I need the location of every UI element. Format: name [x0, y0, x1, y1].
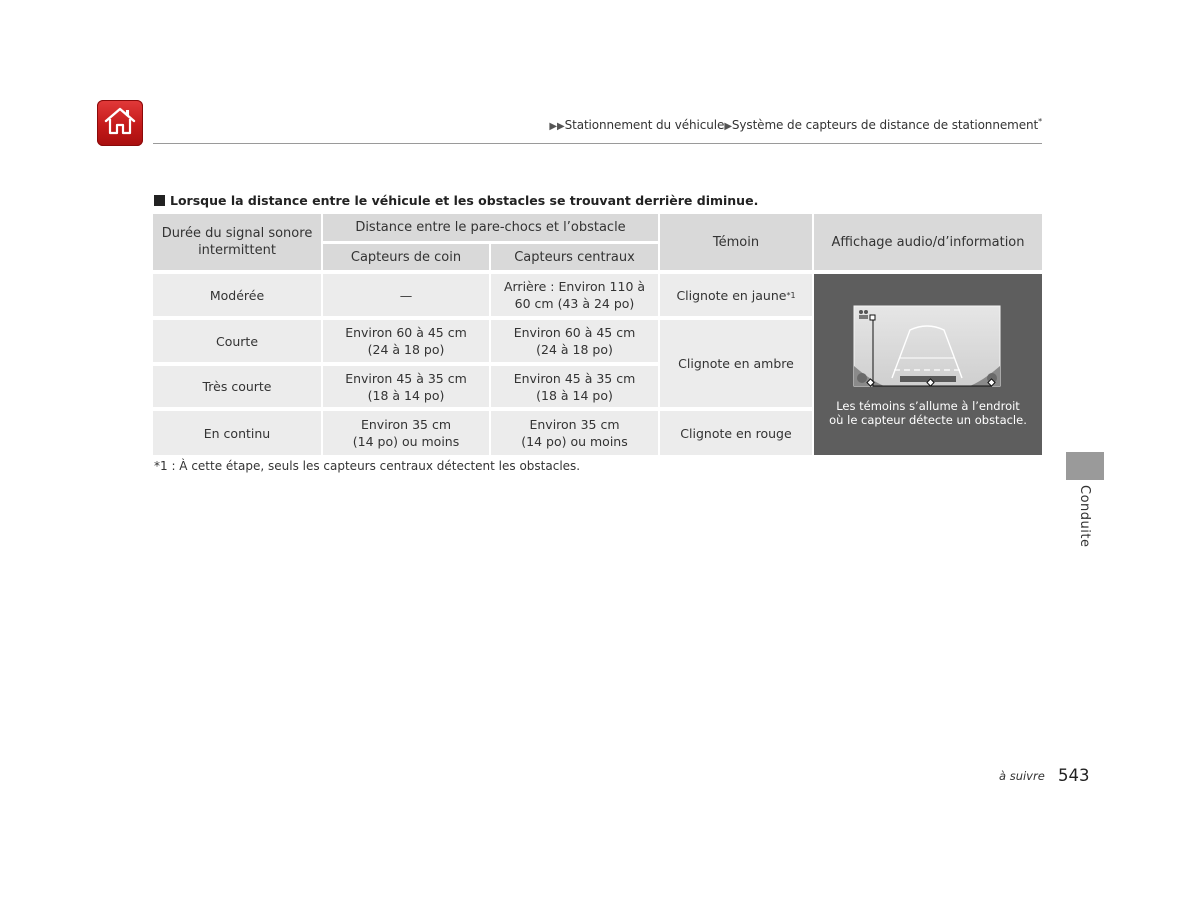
header-display: Affichage audio/d’information — [814, 214, 1042, 270]
display-caption-line1: Les témoins s’allume à l’endroit — [836, 399, 1020, 413]
section-title: Lorsque la distance entre le véhicule et les obstacles se trouvant derrière diminue. — [170, 193, 759, 208]
header-duration-line1: Durée du signal sonore — [161, 226, 313, 241]
row1-duration: Modérée — [153, 274, 321, 316]
rear-camera-screen-illustration — [814, 274, 1042, 399]
square-bullet-icon — [154, 195, 165, 206]
row3-corner-line2: (18 à 14 po) — [367, 387, 445, 403]
display-caption-line2: où le capteur détecte un obstacle. — [829, 413, 1027, 427]
row1-central-line1: Arrière : Environ 110 à — [503, 279, 646, 294]
chapter-tab[interactable] — [1066, 452, 1104, 480]
home-button[interactable] — [97, 100, 143, 146]
header-indicator: Témoin — [660, 214, 812, 270]
row3-central — [491, 366, 658, 407]
row3-duration: Très courte — [153, 366, 321, 407]
section-heading — [154, 193, 758, 208]
row2-central — [491, 320, 658, 362]
continued-label: à suivre — [999, 769, 1045, 783]
row2-central-line1: Environ 60 à 45 cm — [513, 325, 636, 340]
row2-central-line2: (24 à 18 po) — [536, 342, 613, 357]
footnote-ref: *1 — [786, 290, 796, 300]
header-duration — [153, 214, 321, 270]
row1-central — [491, 274, 658, 316]
header-divider — [153, 143, 1042, 144]
breadcrumb-item-parking[interactable]: Stationnement du véhicule — [564, 118, 725, 132]
row4-central-line2: (14 po) ou moins — [521, 434, 628, 449]
row4-indicator: Clignote en rouge — [660, 411, 812, 455]
row4-central — [491, 411, 658, 455]
header-central-sensors: Capteurs centraux — [491, 244, 658, 270]
row4-corner — [323, 411, 489, 455]
row3-corner — [323, 366, 489, 407]
page-number: 543 — [1058, 766, 1090, 785]
breadcrumb-item-sensor-system[interactable]: Système de capteurs de distance de stationnement — [731, 118, 1039, 132]
row3-corner-line1: Environ 45 à 35 cm — [345, 370, 467, 386]
triangle-icon: ▶ — [724, 121, 732, 132]
chapter-label: Conduite — [1077, 485, 1092, 548]
row1-central-line2: 60 cm (43 à 24 po) — [514, 296, 635, 311]
row2-corner — [323, 320, 489, 362]
row2-corner-line2: (24 à 18 po) — [367, 342, 445, 357]
indicator-amber: Clignote en ambre — [660, 320, 812, 407]
row4-duration: En continu — [153, 411, 321, 455]
row3-central-line1: Environ 45 à 35 cm — [513, 370, 636, 386]
header-distance-group: Distance entre le pare-chocs et l’obstacle — [323, 214, 658, 241]
row2-corner-line1: Environ 60 à 45 cm — [345, 325, 467, 340]
row1-corner: — — [323, 274, 489, 316]
header-duration-line2: intermittent — [198, 243, 276, 258]
display-illustration — [814, 274, 1042, 455]
row4-corner-line2: (14 po) ou moins — [352, 434, 460, 449]
asterisk-mark: * — [1038, 117, 1042, 126]
display-caption — [814, 399, 1042, 427]
home-icon — [103, 105, 137, 141]
breadcrumb — [549, 117, 1042, 132]
row4-central-line1: Environ 35 cm — [529, 417, 620, 432]
row4-corner-line1: Environ 35 cm — [360, 417, 452, 432]
row1-indicator — [660, 274, 812, 316]
row2-duration: Courte — [153, 320, 321, 362]
footnote: *1 : À cette étape, seuls les capteurs centraux détectent les obstacles. — [154, 459, 581, 473]
row1-indicator-text: Clignote en jaune — [676, 287, 787, 303]
double-triangle-icon: ▶▶ — [549, 121, 565, 132]
row3-central-line2: (18 à 14 po) — [536, 387, 613, 403]
header-corner-sensors: Capteurs de coin — [323, 244, 489, 270]
